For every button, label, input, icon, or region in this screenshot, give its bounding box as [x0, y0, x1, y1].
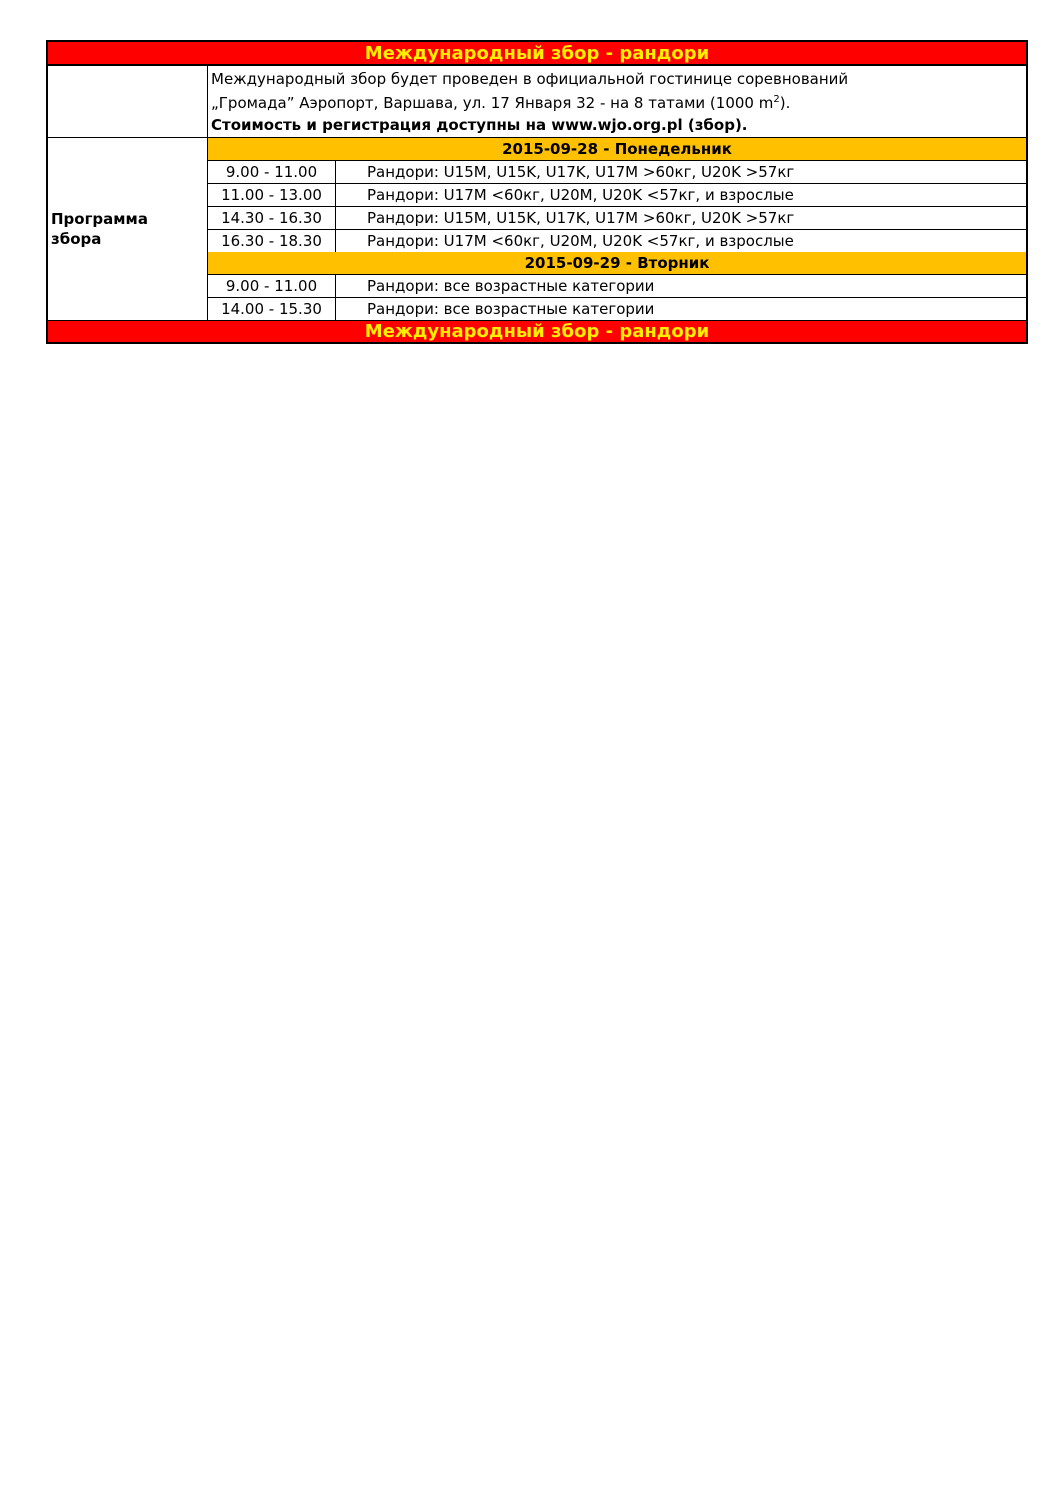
session-time: 14.00 - 15.30	[208, 298, 336, 320]
day-header: 2015-09-28 - Понедельник	[208, 138, 1026, 161]
session-row	[208, 230, 1026, 252]
address-text: „Громада” Аэропорт, Варшава, ул. 17 Января 32 - на 8 татами (1000 m	[211, 94, 774, 112]
program-label-line2: збора	[51, 230, 102, 248]
program-label-line1: Программа	[51, 210, 148, 228]
day-header: 2015-09-29 - Вторник	[208, 252, 1026, 275]
session-desc: Рандори: U15M, U15K, U17K, U17M >60кг, U20K >57кг	[367, 209, 795, 227]
info-line-venue: Международный збор будет проведен в официальной гостинице соревнований	[211, 70, 849, 88]
title-banner-bottom: Международный збор - рандори	[46, 320, 1028, 344]
info-line-address	[211, 91, 1026, 115]
session-desc: Рандори: все возрастные категории	[367, 277, 655, 295]
program-schedule	[208, 138, 1026, 320]
session-desc: Рандори: U17M <60кг, U20M, U20K <57кг, и взрослые	[367, 232, 794, 250]
info-line-registration: Стоимость и регистрация доступны на www.wjo.org.pl (збор).	[211, 116, 748, 134]
address-end: ).	[779, 94, 791, 112]
session-time: 9.00 - 11.00	[208, 161, 336, 183]
session-desc: Рандори: U15M, U15K, U17K, U17M >60кг, U20K >57кг	[367, 163, 795, 181]
schedule-document	[46, 40, 1028, 344]
session-row	[208, 161, 1026, 184]
session-time: 14.30 - 16.30	[208, 207, 336, 229]
session-row	[208, 207, 1026, 230]
title-banner-top: Международный збор - рандори	[46, 40, 1028, 66]
session-row	[208, 298, 1026, 320]
info-text-cell	[208, 66, 1026, 138]
info-label-cell	[48, 66, 208, 138]
session-row	[208, 275, 1026, 298]
day-block	[208, 252, 1026, 320]
session-time: 9.00 - 11.00	[208, 275, 336, 297]
area-superscript: 2	[773, 94, 780, 105]
session-time: 11.00 - 13.00	[208, 184, 336, 206]
session-desc: Рандори: U17M <60кг, U20M, U20K <57кг, и взрослые	[367, 186, 794, 204]
session-time: 16.30 - 18.30	[208, 230, 336, 252]
session-row	[208, 184, 1026, 207]
program-row	[46, 138, 1028, 320]
session-desc: Рандори: все возрастные категории	[367, 300, 655, 318]
info-row	[46, 66, 1028, 138]
program-label-cell	[48, 138, 208, 320]
day-block	[208, 138, 1026, 252]
